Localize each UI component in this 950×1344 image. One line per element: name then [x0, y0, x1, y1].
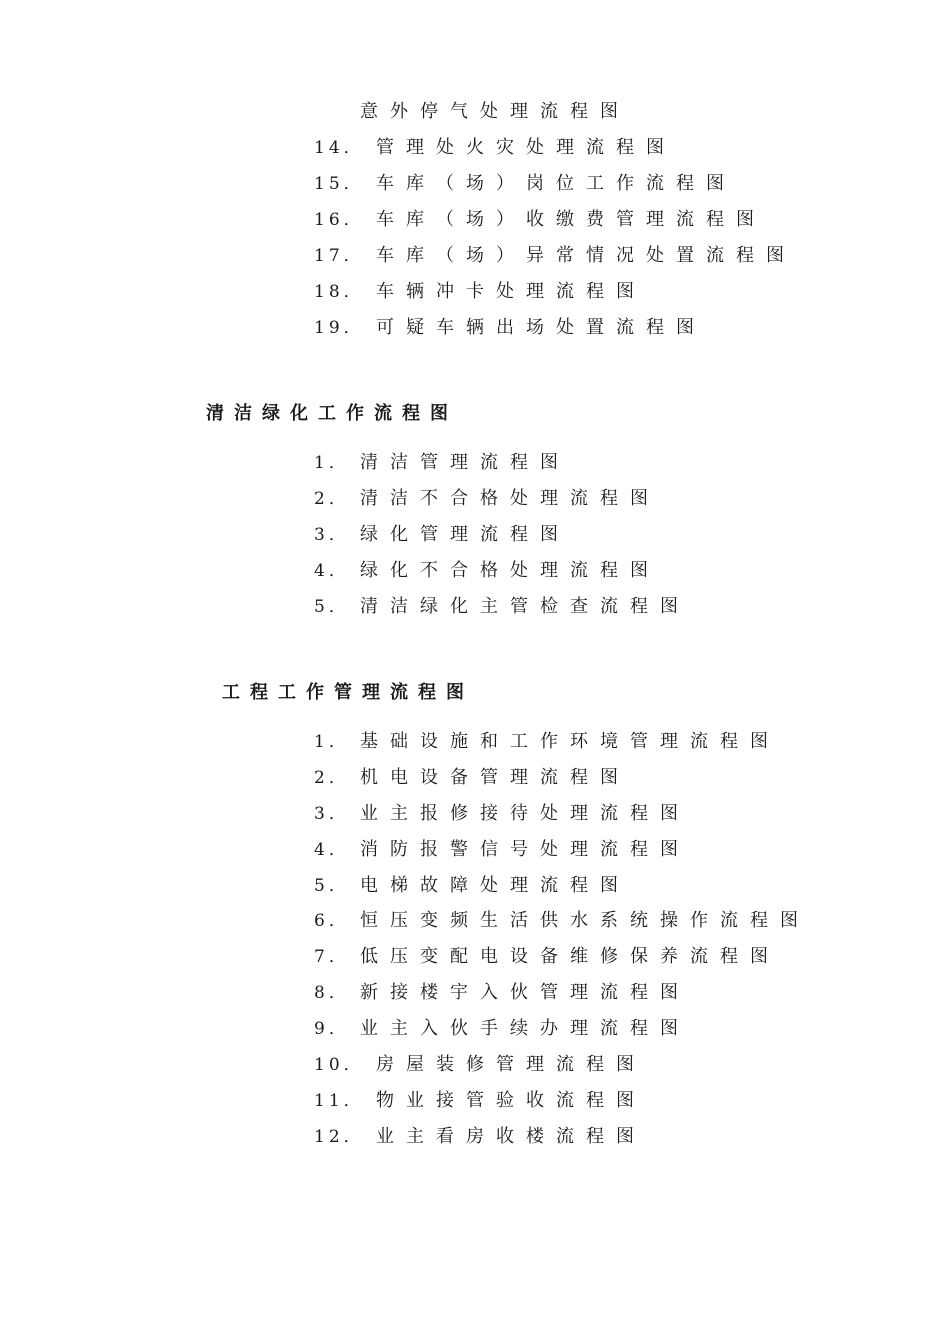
item-text: 房屋装修管理流程图 — [376, 1054, 646, 1075]
item-text: 物业接管验收流程图 — [376, 1090, 646, 1111]
item-number: 18． — [314, 282, 365, 302]
item-text: 车库（场）异常情况处置流程图 — [376, 245, 796, 266]
list-item — [314, 209, 766, 231]
item-text: 低压变配电设备维修保养流程图 — [360, 946, 780, 967]
item-number: 16． — [314, 210, 365, 230]
item-number: 7． — [314, 947, 350, 967]
item-number: 5． — [314, 876, 350, 896]
item-number: 5． — [314, 597, 350, 617]
item-text: 管理处火灾处理流程图 — [376, 137, 676, 158]
item-text: 清洁管理流程图 — [360, 452, 570, 473]
item-text: 基础设施和工作环境管理流程图 — [360, 731, 780, 752]
list-item — [314, 560, 660, 582]
item-text: 清洁绿化主管检查流程图 — [360, 596, 690, 617]
list-item — [314, 731, 780, 753]
item-number: 8． — [314, 983, 350, 1003]
item-text: 绿化管理流程图 — [360, 524, 570, 545]
item-number: 14． — [314, 138, 365, 158]
list-item — [314, 910, 810, 932]
list-item — [314, 281, 646, 303]
list-item — [314, 946, 780, 968]
item-number: 19． — [314, 318, 365, 338]
item-text: 车辆冲卡处理流程图 — [376, 281, 646, 302]
item-text: 业主看房收楼流程图 — [376, 1126, 646, 1147]
list-item — [314, 488, 660, 510]
item-number: 6． — [314, 911, 350, 931]
list-item — [314, 452, 570, 474]
section-heading-engineering: 工程工作管理流程图 — [222, 682, 474, 703]
item-number: 10． — [314, 1055, 365, 1075]
item-number: 4． — [314, 561, 350, 581]
item-number: 3． — [314, 525, 350, 545]
item-number: 2． — [314, 768, 350, 788]
list-item — [314, 1018, 690, 1040]
item-text: 绿化不合格处理流程图 — [360, 560, 660, 581]
item-number: 9． — [314, 1019, 350, 1039]
item-number: 11． — [314, 1091, 365, 1111]
list-item — [314, 596, 690, 618]
item-text: 清洁不合格处理流程图 — [360, 488, 660, 509]
item-text: 消防报警信号处理流程图 — [360, 839, 690, 860]
item-text: 业主报修接待处理流程图 — [360, 803, 690, 824]
item-text: 恒压变频生活供水系统操作流程图 — [360, 910, 810, 931]
item-number: 1． — [314, 453, 350, 473]
list-item — [314, 137, 676, 159]
item-text: 业主入伙手续办理流程图 — [360, 1018, 690, 1039]
list-item — [314, 173, 736, 195]
item-number: 4． — [314, 840, 350, 860]
list-item — [314, 803, 690, 825]
item-number: 15． — [314, 174, 365, 194]
list-item — [314, 982, 690, 1004]
item-number: 1． — [314, 732, 350, 752]
item-text: 车库（场）岗位工作流程图 — [376, 173, 736, 194]
list-item — [314, 1126, 646, 1148]
item-number: 17． — [314, 246, 365, 266]
item-text: 电梯故障处理流程图 — [360, 875, 630, 896]
item-text: 机电设备管理流程图 — [360, 767, 630, 788]
item-number: 3． — [314, 804, 350, 824]
list-item — [314, 875, 630, 897]
item-text: 可疑车辆出场处置流程图 — [376, 317, 706, 338]
list-item — [314, 524, 570, 546]
item-text: 新接楼宇入伙管理流程图 — [360, 982, 690, 1003]
list-item — [314, 839, 690, 861]
list-item — [314, 245, 796, 267]
list-item-continued: 意外停气处理流程图 — [360, 101, 630, 122]
list-item — [314, 317, 706, 339]
list-item — [314, 1054, 646, 1076]
item-text: 车库（场）收缴费管理流程图 — [376, 209, 766, 230]
list-item — [314, 1090, 646, 1112]
section-heading-cleaning: 清洁绿化工作流程图 — [206, 403, 458, 424]
item-number: 12． — [314, 1127, 365, 1147]
list-item — [314, 767, 630, 789]
item-number: 2． — [314, 489, 350, 509]
